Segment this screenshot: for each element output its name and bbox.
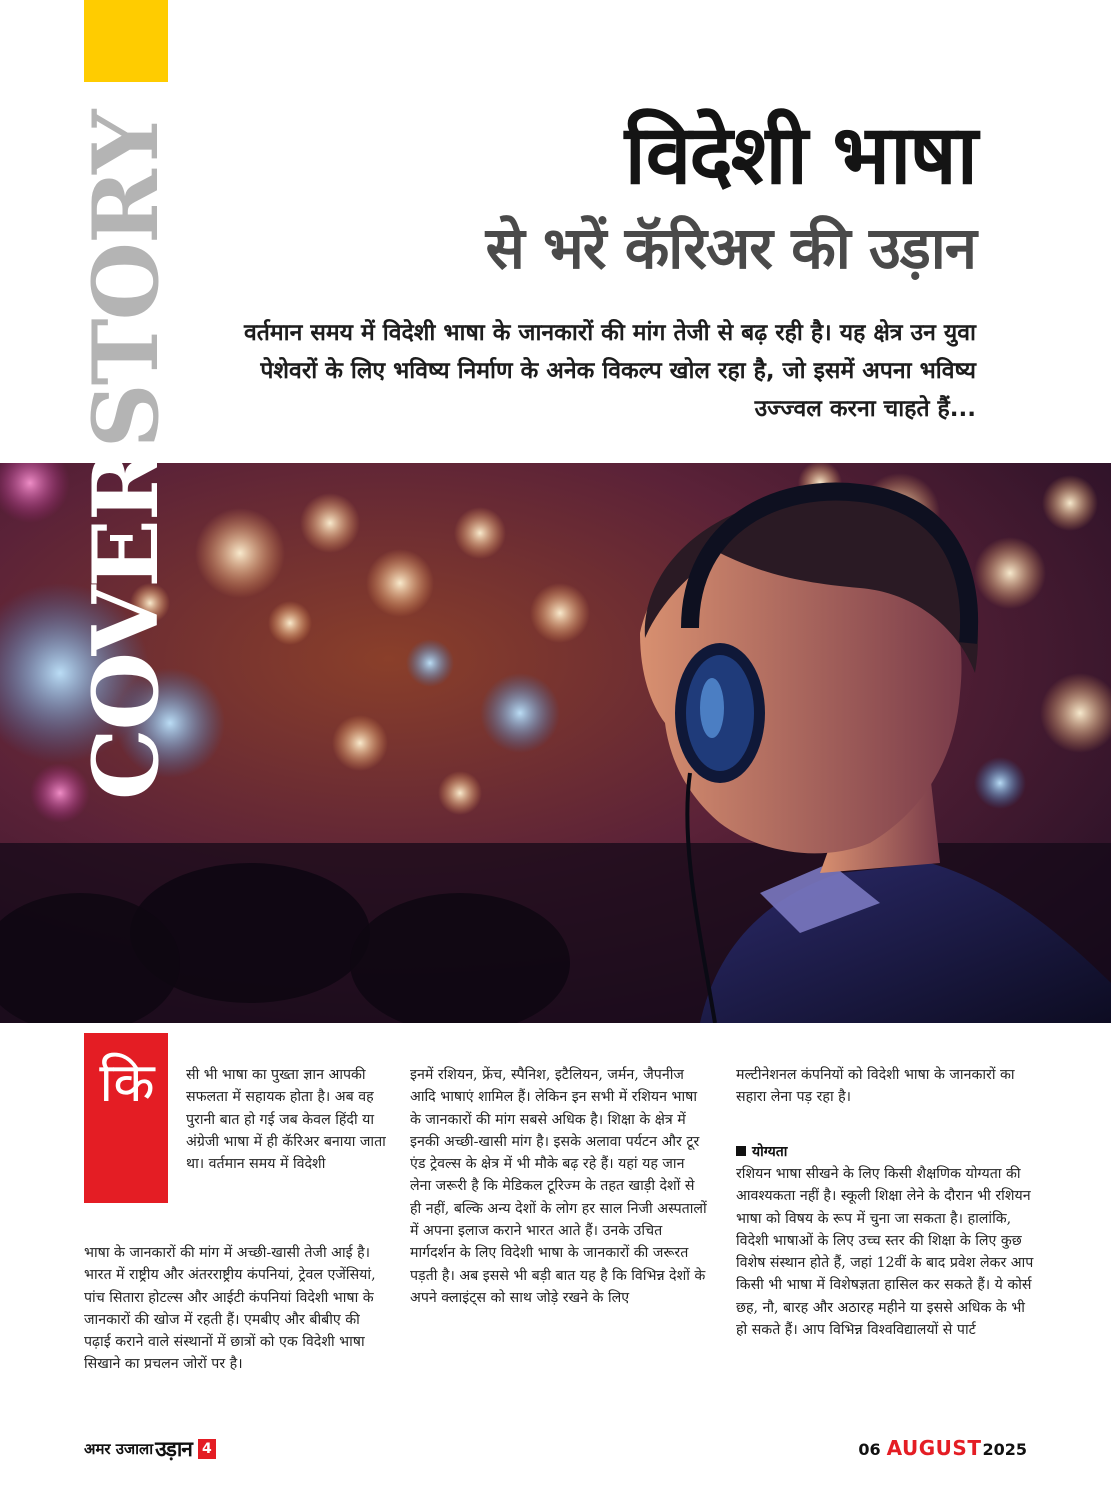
article-column-1-bottom bbox=[84, 1242, 384, 1376]
date-year: 2025 bbox=[982, 1440, 1027, 1459]
date-month: AUGUST bbox=[886, 1436, 982, 1460]
intro-paragraph: वर्तमान समय में विदेशी भाषा के जानकारों की मांग तेजी से बढ़ रही है। यह क्षेत्र उन युवा पेशेवरों के लिए भविष्य निर्माण के अनेक विकल्प खोल रहा है, जो इसमें अपना भविष्य उज्ज्वल करना चाहते हैं... bbox=[243, 320, 976, 422]
body-text: सी भी भाषा का पुख्ता ज्ञान आपकी सफलता में सहायक होता है। अब वह पुरानी बात हो गई जब केवल हिंदी या अंग्रेजी भाषा में ही कॅरिअर बनाया जाता था। वर्तमान समय में विदेशी bbox=[186, 1067, 386, 1173]
footer-brand bbox=[84, 1436, 216, 1462]
brand-amar-ujala: अमर उजाला bbox=[84, 1440, 154, 1458]
brand-udaan: उड़ान bbox=[155, 1437, 192, 1461]
cover-story-label bbox=[73, 0, 179, 800]
headline-line-1: विदेशी भाषा bbox=[624, 108, 976, 203]
body-text: भाषा के जानकारों की मांग में अच्छी-खासी तेजी आई है। भारत में राष्ट्रीय और अंतरराष्ट्रीय कंपनियां, ट्रेवल एजेंसियां, पांच सितारा होटल्स और आईटी कंपनियां विदेशी भाषा के जानकारों की खोज में रहती हैं। एमबीए और बीबीए की पढ़ाई कराने वाले संस्थानों में छात्रों को एक विदेशी भाषा सिखाने का प्रचलन जोरों पर है। bbox=[84, 1245, 376, 1373]
page-number: 4 bbox=[198, 1439, 216, 1459]
headline-line-2: से भरें कॅरिअर की उड़ान bbox=[485, 214, 976, 282]
subheading-text: योग्यता bbox=[752, 1144, 788, 1160]
story-label: STORY bbox=[73, 111, 179, 449]
cover-label: COVER bbox=[73, 448, 179, 800]
footer-date bbox=[858, 1436, 1027, 1462]
body-text: मल्टीनेशनल कंपनियों को विदेशी भाषा के जानकारों का सहारा लेना पड़ रहा है। bbox=[736, 1067, 1015, 1106]
square-bullet-icon bbox=[736, 1146, 746, 1156]
subheading-qualification bbox=[736, 1142, 787, 1162]
date-day: 06 bbox=[858, 1440, 881, 1459]
article-column-2 bbox=[410, 1064, 710, 1309]
article-column-3-bottom bbox=[736, 1163, 1036, 1341]
article-column-1-top bbox=[186, 1064, 386, 1175]
article-column-3-top bbox=[736, 1064, 1036, 1109]
body-text: रशियन भाषा सीखने के लिए किसी शैक्षणिक योग्यता की आवश्यकता नहीं है। स्कूली शिक्षा लेने के दौरान भी रशियन भाषा को विषय के रूप में चुना जा सकता है। हालांकि, विदेशी भाषाओं के लिए उच्च स्तर की शिक्षा के लिए कुछ विशेष संस्थान होते हैं, जहां 12वीं के बाद प्रवेश लेकर आप किसी भी भाषा में विशेषज्ञता हासिल कर सकते हैं। ये कोर्स छह, नौ, बारह और अठारह महीने या इससे अधिक के भी हो सकते हैं। आप विभिन्न विश्वविद्यालयों से पार्ट bbox=[736, 1166, 1034, 1339]
body-text: इनमें रशियन, फ्रेंच, स्पैनिश, इटैलियन, जर्मन, जैपनीज आदि भाषाएं शामिल हैं। लेकिन इन सभी में रशियन भाषा के जानकारों की मांग सबसे अधिक है। शिक्षा के क्षेत्र में इनकी अच्छी-खासी मांग है। इसके अलावा पर्यटन और टूर एंड ट्रेवल्स के क्षेत्र में भी मौके बढ़ रहे हैं। यहां यह जान लेना जरूरी है कि मेडिकल टूरिज्म के तहत खाड़ी देशों से ही नहीं, बल्कि अन्य देशों के लोग हर साल निजी अस्पतालों में अपना इलाज कराने भारत आते हैं। उनके उचित मार्गदर्शन के लिए विदेशी भाषा के जानकारों की जरूरत पड़ती है। अब इससे भी बड़ी बात यह है कि विभिन्न देशों के अपने क्लाइंट्स को साथ जोड़े रखने के लिए bbox=[410, 1067, 707, 1306]
dropcap-letter: कि bbox=[99, 1051, 155, 1114]
